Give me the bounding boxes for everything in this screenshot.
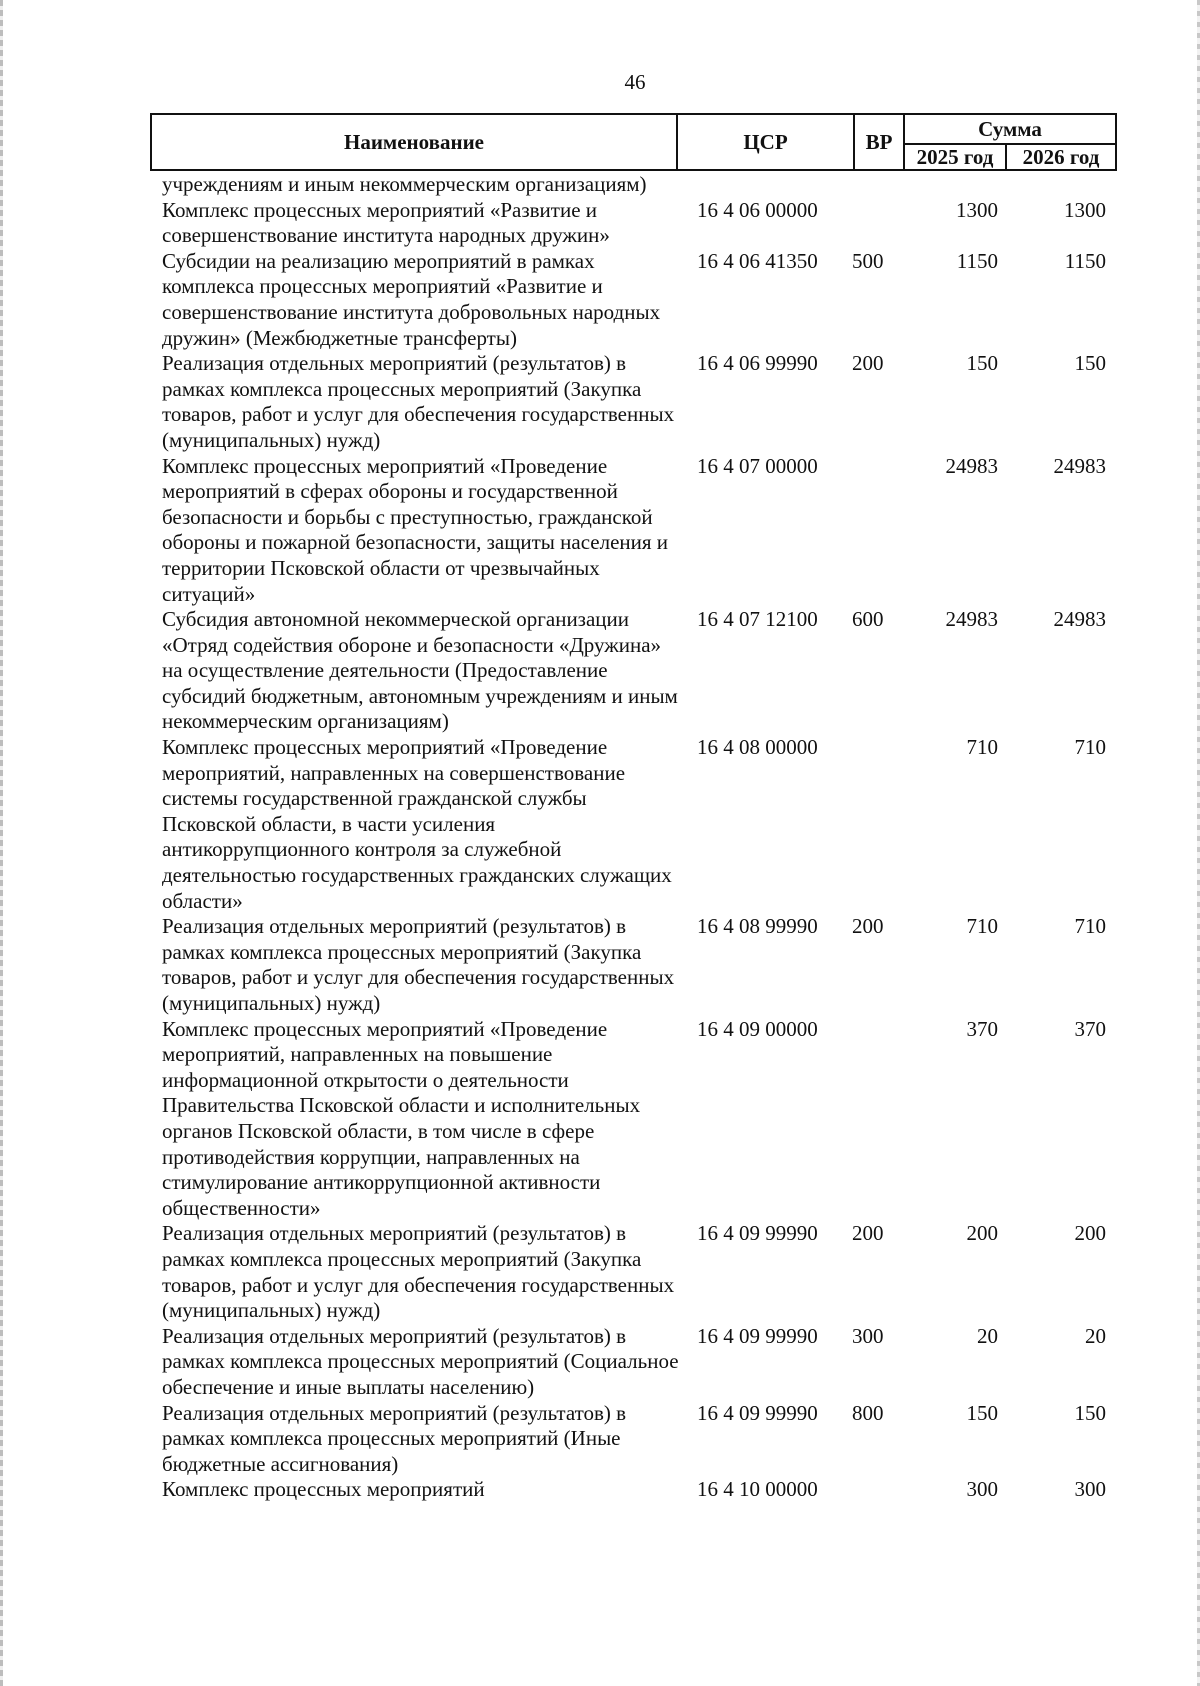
header-name: Наименование	[152, 115, 678, 169]
table-row	[0, 914, 1200, 1016]
row-sum-2025: 20	[977, 1323, 998, 1348]
row-csr: 16 4 09 99990	[697, 1221, 818, 1246]
row-vr: 500	[852, 248, 884, 273]
row-csr: 16 4 09 99990	[697, 1400, 818, 1425]
row-name: Субсидии на реализацию мероприятий в рамках комплекса процессных мероприятий «Развитие и совершенствование института добровольных народных дружин» (Межбюджетные трансферты)	[162, 248, 661, 350]
table-row	[0, 1477, 1200, 1503]
row-sum-2025: 150	[966, 351, 998, 376]
row-name: Комплекс процессных мероприятий	[162, 1477, 485, 1502]
row-sum-2025: 370	[966, 1016, 998, 1041]
row-name: Реализация отдельных мероприятий (результатов) в рамках комплекса процессных мероприятий (Закупка товаров, работ и услуг для обеспечения государственных (муниципальных) нужд)	[162, 914, 675, 1015]
row-vr: 200	[852, 1221, 884, 1246]
row-sum-2025: 710	[966, 735, 998, 760]
row-csr: 16 4 08 00000	[697, 735, 818, 760]
row-sum-2026: 150	[1074, 351, 1106, 376]
table-row	[0, 1401, 1200, 1478]
table-row	[0, 1017, 1200, 1222]
header-sum: Сумма	[905, 115, 1115, 145]
row-name: Реализация отдельных мероприятий (результатов) в рамках комплекса процессных мероприятий (Закупка товаров, работ и услуг для обеспечения государственных (муниципальных) нужд)	[162, 1221, 675, 1323]
row-name: Субсидия автономной некоммерческой организации «Отряд содействия обороне и безопасности «Дружина» на осуществление деятельности (Предоставление субсидий бюджетным, автономным учреждениям и иным некоммерческим организациям)	[162, 607, 678, 734]
row-name: Комплекс процессных мероприятий «Проведение мероприятий, направленных на повышение информационной открытости о деятельности Правительства Псковской области и исполнительных органов Псковской области, в том числе в сфере противодействия коррупции, направленных на стимулирование антикоррупционной активности общественности»	[162, 1016, 641, 1220]
table-row	[0, 1324, 1200, 1401]
row-sum-2025: 200	[966, 1221, 998, 1246]
page-number: 46	[624, 70, 646, 94]
row-vr: 200	[852, 351, 884, 376]
row-vr: 300	[852, 1323, 884, 1348]
row-sum-2026: 1150	[1064, 248, 1106, 273]
row-sum-2026: 24983	[1053, 607, 1106, 632]
row-sum-2026: 200	[1074, 1221, 1106, 1246]
row-vr: 800	[852, 1400, 884, 1425]
row-sum-2026: 710	[1074, 914, 1106, 939]
row-sum-2025: 710	[966, 914, 998, 939]
row-sum-2026: 710	[1074, 735, 1106, 760]
row-csr: 16 4 06 99990	[697, 351, 818, 376]
table-header	[150, 113, 1117, 171]
row-vr: 200	[852, 914, 884, 939]
row-sum-2026: 20	[1085, 1323, 1106, 1348]
table-row	[0, 607, 1200, 735]
row-name: Комплекс процессных мероприятий «Развитие и совершенствование института народных дружин»	[162, 197, 610, 248]
row-sum-2025: 24983	[945, 607, 998, 632]
row-csr: 16 4 07 00000	[697, 453, 818, 478]
row-csr: 16 4 06 00000	[697, 197, 818, 222]
table-row	[0, 249, 1200, 351]
table-body	[0, 172, 1200, 1503]
row-sum-2026: 370	[1074, 1016, 1106, 1041]
table-row	[0, 351, 1200, 453]
row-sum-2026: 150	[1074, 1400, 1106, 1425]
row-sum-2026: 1300	[1064, 197, 1106, 222]
header-csr: ЦСР	[678, 115, 855, 169]
row-name: Комплекс процессных мероприятий «Проведение мероприятий в сферах обороны и государственной безопасности и борьбы с преступностью, гражданской обороны и пожарной безопасности, защиты населения и территории Псковской области от чрезвычайных ситуаций»	[162, 453, 669, 606]
row-sum-2026: 300	[1074, 1477, 1106, 1502]
table-row	[0, 454, 1200, 608]
row-sum-2025: 150	[966, 1400, 998, 1425]
row-sum-2025: 300	[966, 1477, 998, 1502]
row-name: Реализация отдельных мероприятий (результатов) в рамках комплекса процессных мероприятий (Иные бюджетные ассигнования)	[162, 1400, 627, 1476]
row-name: Комплекс процессных мероприятий «Проведение мероприятий, направленных на совершенствование системы государственной гражданской службы Псковской области, в части усиления антикоррупционного контроля за служебной деятельностью государственных гражданских служащих области»	[162, 735, 672, 913]
table-row	[0, 735, 1200, 914]
table-row	[0, 172, 1200, 198]
row-csr: 16 4 10 00000	[697, 1477, 818, 1502]
header-year-2026: 2026 год	[1022, 144, 1100, 169]
row-csr: 16 4 06 41350	[697, 248, 818, 273]
table-row	[0, 1221, 1200, 1323]
table-row	[0, 198, 1200, 249]
row-name: учреждениям и иным некоммерческим организациям)	[162, 172, 647, 196]
row-sum-2025: 1150	[956, 248, 998, 273]
header-year-2025: 2025 год	[905, 145, 1007, 169]
row-vr: 600	[852, 607, 884, 632]
row-csr: 16 4 09 99990	[697, 1323, 818, 1348]
row-sum-2025: 1300	[956, 197, 998, 222]
row-name: Реализация отдельных мероприятий (результатов) в рамках комплекса процессных мероприятий (Социальное обеспечение и иные выплаты населению)	[162, 1323, 679, 1399]
row-csr: 16 4 08 99990	[697, 914, 818, 939]
header-vr: ВР	[855, 115, 905, 169]
row-name: Реализация отдельных мероприятий (результатов) в рамках комплекса процессных мероприятий (Закупка товаров, работ и услуг для обеспечения государственных (муниципальных) нужд)	[162, 351, 675, 452]
row-sum-2025: 24983	[945, 453, 998, 478]
row-csr: 16 4 07 12100	[697, 607, 818, 632]
row-sum-2026: 24983	[1053, 453, 1106, 478]
row-csr: 16 4 09 00000	[697, 1016, 818, 1041]
